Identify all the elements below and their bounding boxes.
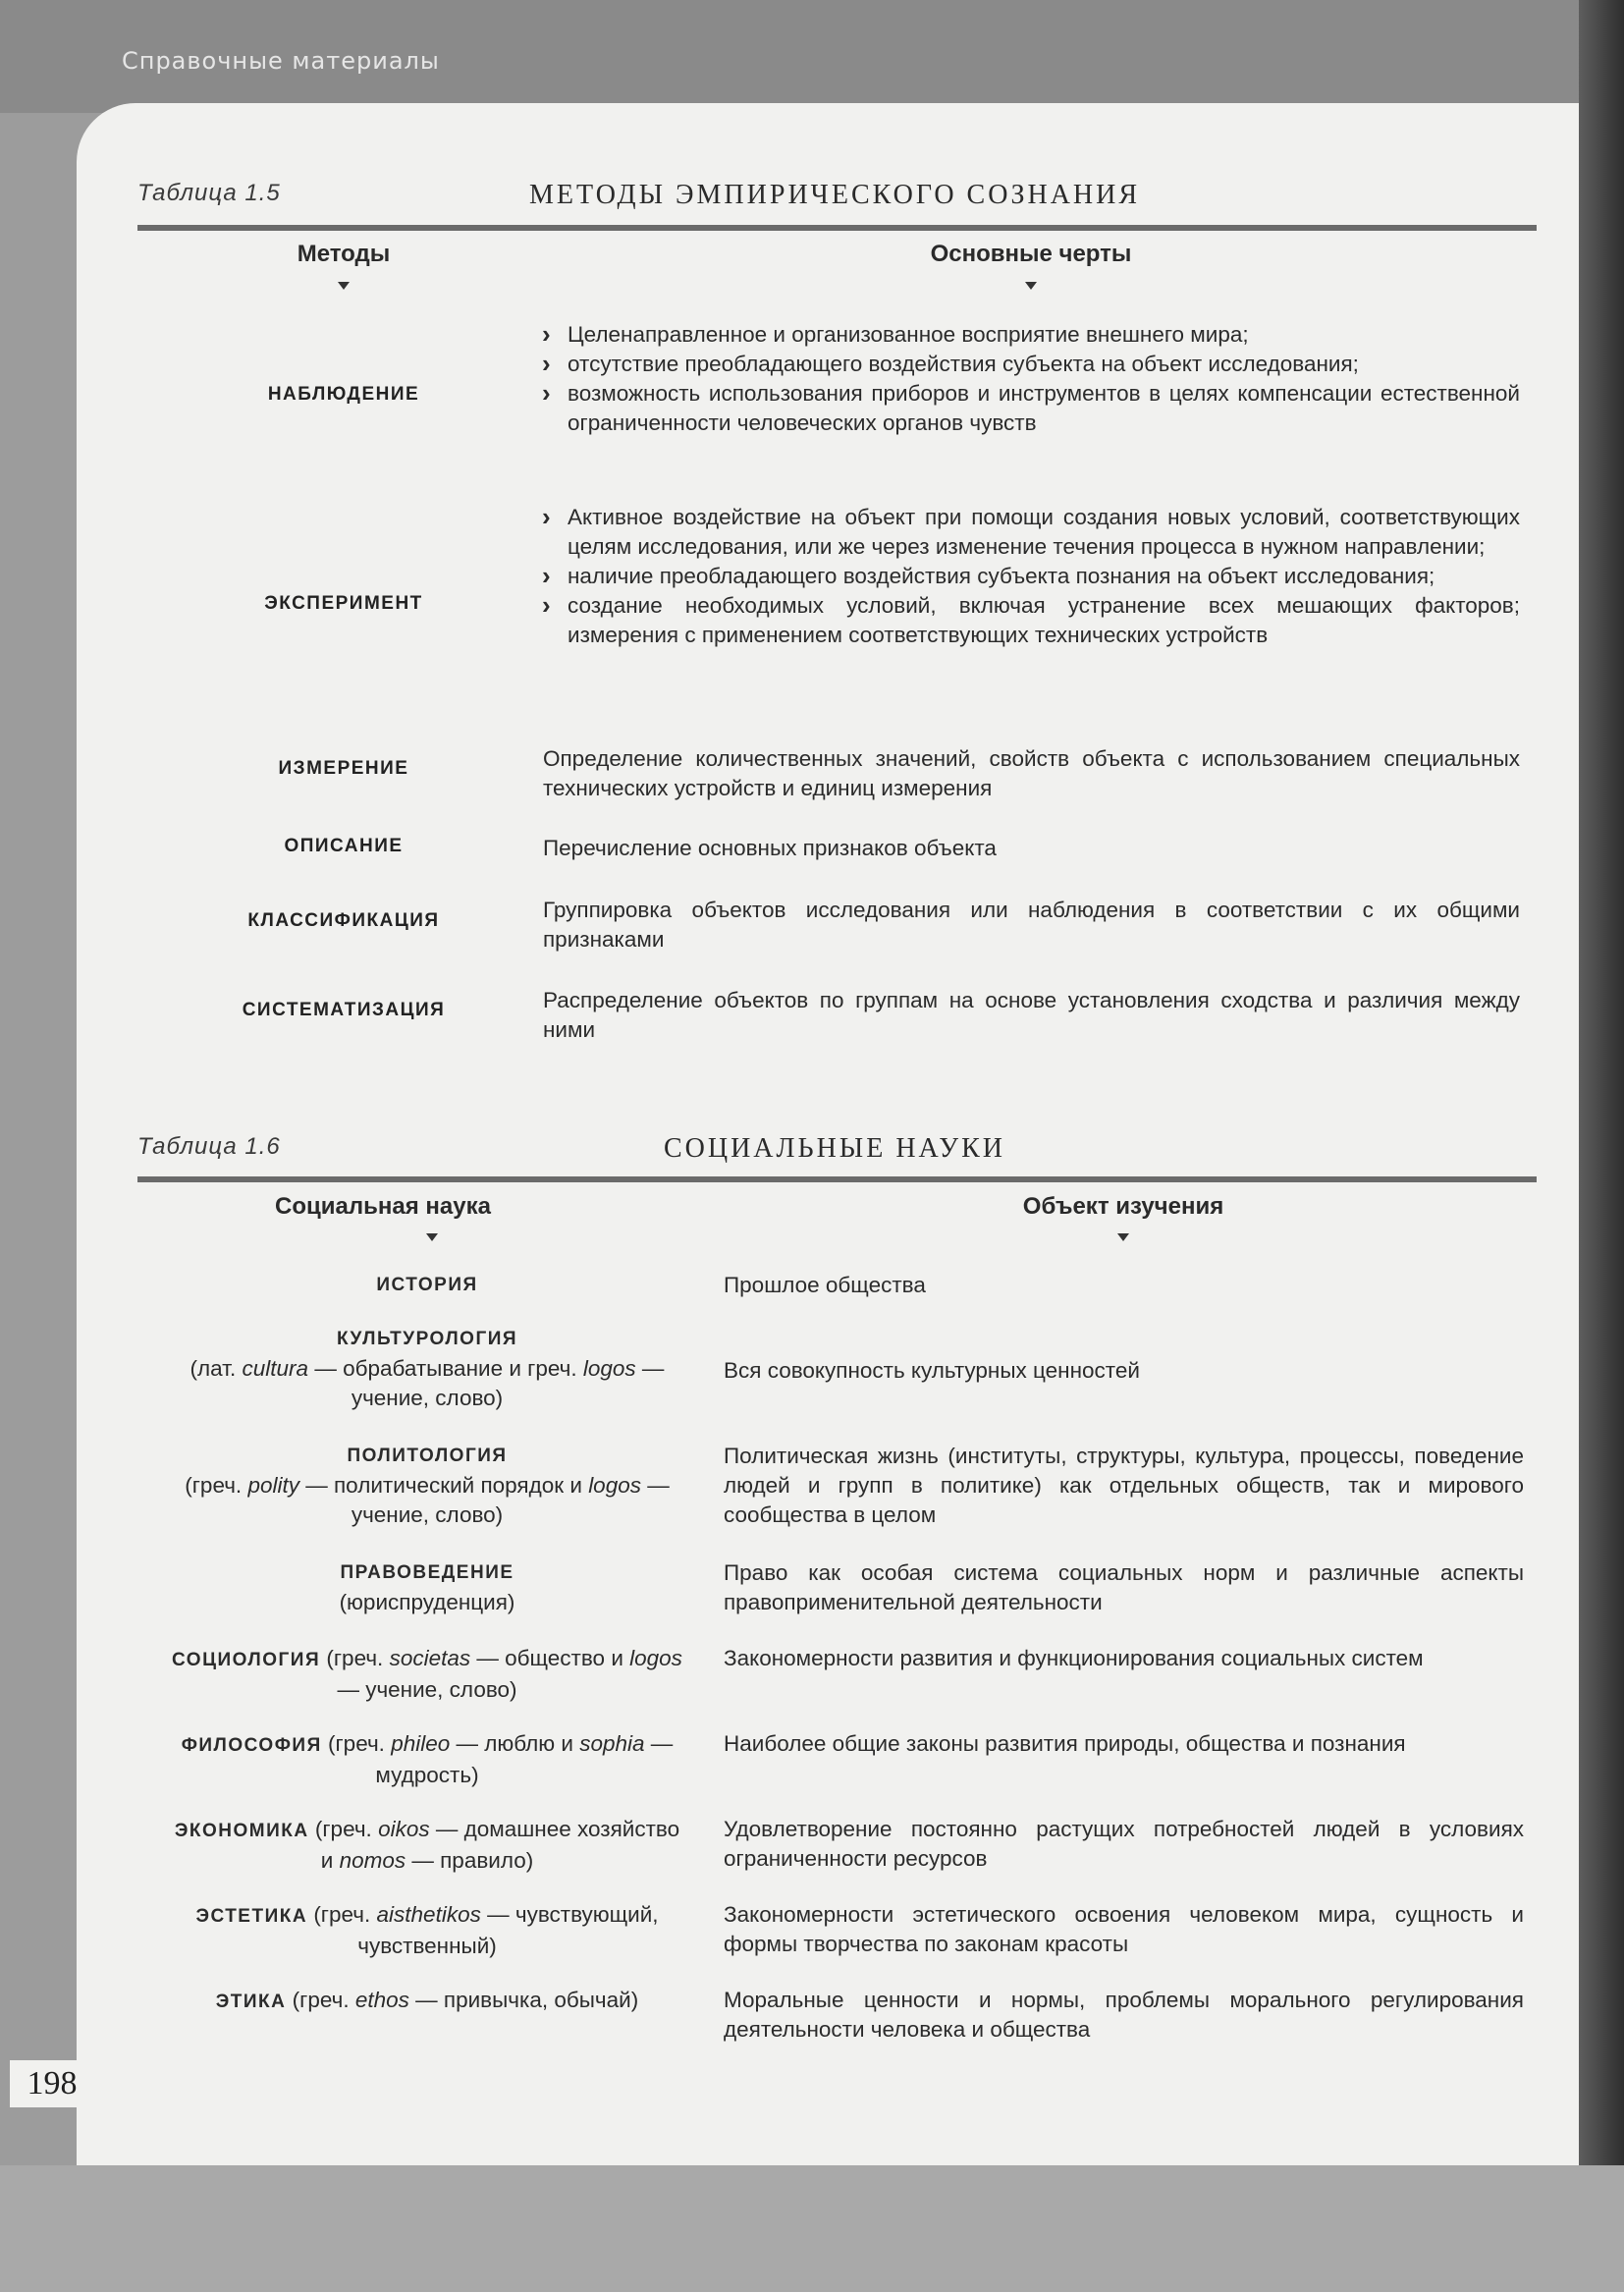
science-entry [172, 1986, 682, 2017]
science-object: Прошлое общества [724, 1273, 926, 1297]
method-description [538, 503, 1520, 650]
bottom-margin [0, 2165, 1624, 2292]
section-header: Справочные материалы [122, 47, 440, 75]
table-number: Таблица 1.6 [137, 1133, 281, 1160]
science-entry [172, 1325, 682, 1413]
method-term: КЛАССИФИКАЦИЯ [247, 910, 440, 931]
science-object: Право как особая система социальных норм и различные аспекты правоприменительной деятельности [724, 1560, 1524, 1614]
column-header-features: Основные черты [930, 241, 1132, 267]
feature-item: › Целенаправленное и организованное восприятие внешнего мира; [538, 320, 1520, 350]
science-entry [172, 1442, 682, 1530]
etymology-text: — правило) [406, 1848, 534, 1873]
science-object: Наиболее общие законы развития природы, общества и познания [724, 1731, 1406, 1756]
etymology-text: — люблю и [450, 1731, 580, 1756]
table-title: СОЦИАЛЬНЫЕ НАУКИ [663, 1133, 1006, 1164]
science-entry [172, 1900, 682, 1961]
science-entry [172, 1558, 682, 1617]
method-term: ОПИСАНИЕ [284, 836, 404, 856]
science-object: Моральные ценности и нормы, проблемы морального регулирования деятельности человека и общества [724, 1988, 1524, 2042]
method-term: ИЗМЕРЕНИЕ [278, 758, 409, 779]
science-name: ФИЛОСОФИЯ [181, 1735, 322, 1756]
arrow-down-icon [1117, 1233, 1129, 1241]
etymology-text: (греч. [308, 1817, 379, 1841]
science-object: Закономерности развития и функционирования социальных систем [724, 1646, 1424, 1670]
page-number: 198 [10, 2060, 94, 2107]
science-name: ПОЛИТОЛОГИЯ [347, 1446, 508, 1466]
etymology-text: — домашнее хозяйство и [320, 1817, 680, 1873]
method-term: СИСТЕМАТИЗАЦИЯ [242, 1000, 446, 1020]
etymology-word: phileo [391, 1731, 451, 1756]
etymology-text: — привычка, обычай) [408, 1988, 639, 2012]
etymology-word: logos [582, 1356, 636, 1381]
column-header-methods: Методы [297, 241, 391, 267]
etymology-text: — политический порядок и [298, 1473, 589, 1498]
etymology-text: (греч. [307, 1902, 377, 1927]
etymology-word: ethos [354, 1988, 409, 2012]
science-object: Закономерности эстетического освоения человеком мира, сущность и формы творчества по законам красоты [724, 1902, 1524, 1956]
etymology-word: logos [629, 1646, 682, 1670]
column-header-object: Объект изучения [1022, 1193, 1224, 1220]
science-name: ЭСТЕТИКА [195, 1906, 308, 1927]
etymology-text: — учение, слово) [351, 1473, 670, 1527]
table-number: Таблица 1.5 [137, 180, 281, 206]
etymology-word: aisthetikos [376, 1902, 481, 1927]
science-entry [172, 1269, 682, 1300]
arrow-down-icon [338, 282, 350, 290]
science-name: ИСТОРИЯ [376, 1275, 478, 1295]
science-object: Вся совокупность культурных ценностей [724, 1358, 1140, 1383]
etymology-text: (греч. [320, 1646, 390, 1670]
method-description [538, 320, 1520, 438]
feature-item: › создание необходимых условий, включая устранение всех мешающих факторов; измерения с применением соответствующих технических устройств [538, 591, 1520, 650]
etymology-text: — мудрость) [375, 1731, 674, 1787]
table-rule [137, 1176, 1537, 1182]
etymology-word: polity [247, 1473, 299, 1498]
science-name: ПРАВОВЕДЕНИЕ [340, 1562, 514, 1583]
science-entry [172, 1815, 682, 1876]
etymology-word: societas [389, 1646, 471, 1670]
etymology-word: sophia [579, 1731, 645, 1756]
etymology-word: cultura [242, 1356, 309, 1381]
etymology-text: — учение, слово) [351, 1356, 665, 1410]
etymology-word: logos [588, 1473, 641, 1498]
arrow-down-icon [1025, 282, 1037, 290]
method-description: Распределение объектов по группам на основе установления сходства и различия между ними [543, 988, 1520, 1042]
table-1-6-caption [137, 1133, 1532, 1173]
etymology-text: — общество и [470, 1646, 630, 1670]
column-header-science: Социальная наука [275, 1193, 491, 1220]
arrow-down-icon [426, 1233, 438, 1241]
science-object: Политическая жизнь (институты, структуры, культура, процессы, поведение людей и групп в политике) как отдельных обществ, так и мирового сообщества в целом [724, 1444, 1524, 1527]
table-1-5-caption [137, 180, 1532, 219]
feature-item: › отсутствие преобладающего воздействия субъекта на объект исследования; [538, 350, 1520, 379]
science-object: Удовлетворение постоянно растущих потребностей людей в условиях ограниченности ресурсов [724, 1817, 1524, 1871]
etymology-text: (лат. [189, 1356, 243, 1381]
science-entry [172, 1729, 682, 1790]
table-title: МЕТОДЫ ЭМПИРИЧЕСКОГО СОЗНАНИЯ [528, 180, 1141, 210]
etymology-text: — чувствующий, чувственный) [357, 1902, 659, 1958]
table-rule [137, 225, 1537, 231]
etymology-word: nomos [339, 1848, 406, 1873]
science-name: СОЦИОЛОГИЯ [172, 1650, 321, 1670]
feature-item: › возможность использования приборов и инструментов в целях компенсации естественной ограниченности человеческих органов чувств [538, 379, 1520, 438]
method-description: Перечисление основных признаков объекта [543, 836, 997, 860]
method-description: Определение количественных значений, свойств объекта с использованием специальных технических устройств и единиц измерения [543, 746, 1520, 800]
etymology-text: — обрабатывание и греч. [308, 1356, 583, 1381]
etymology-word: oikos [378, 1817, 430, 1841]
science-name: ЭТИКА [215, 1992, 287, 2012]
science-name: КУЛЬТУРОЛОГИЯ [336, 1329, 518, 1349]
etymology-text: (юриспруденция) [339, 1590, 515, 1614]
feature-item: › Активное воздействие на объект при помощи создания новых условий, соответствующих целям исследования, или же через изменение течения процесса в нужном направлении; [538, 503, 1520, 562]
etymology-text: (греч. [286, 1988, 355, 2012]
method-term: ЭКСПЕРИМЕНТ [264, 593, 423, 614]
science-entry [172, 1644, 682, 1705]
method-description: Группировка объектов исследования или наблюдения в соответствии с их общими признаками [543, 898, 1520, 952]
feature-item: › наличие преобладающего воздействия субъекта познания на объект исследования; [538, 562, 1520, 591]
method-term: НАБЛЮДЕНИЕ [267, 384, 420, 405]
science-name: ЭКОНОМИКА [174, 1821, 309, 1841]
etymology-text: (греч. [321, 1731, 392, 1756]
book-spine-shadow [1579, 0, 1624, 2292]
etymology-text: — учение, слово) [337, 1677, 517, 1702]
etymology-text: (греч. [185, 1473, 248, 1498]
